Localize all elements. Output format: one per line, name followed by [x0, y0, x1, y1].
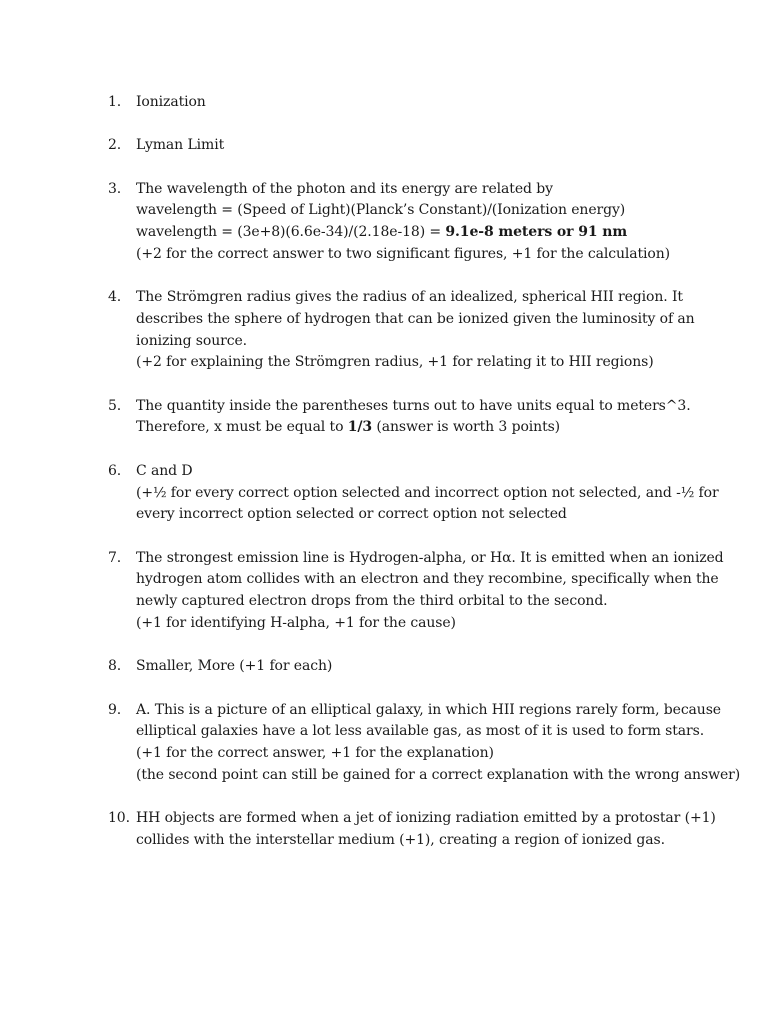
answer-item [0, 179, 768, 266]
answer-line [136, 417, 708, 439]
answer-text: wavelength = (3e+8)(6.6e-34)/(2.18e-18) = [136, 224, 446, 241]
answer-line: wavelength = (Speed of Light)(Planck’s Constant)/(Ionization energy) [136, 202, 626, 219]
answer-number: 1. [108, 94, 122, 110]
answer-line: Ionization [136, 94, 206, 110]
answer-number: 9. [108, 701, 122, 718]
answer-line: collides with the interstellar medium (+1), creating a region of ionized gas. [136, 831, 665, 848]
answer-line: The quantity inside the parentheses turns out to have units equal to meters^3. [136, 397, 691, 414]
answer-line: The strongest emission line is Hydrogen-alpha, or Hα. It is emitted when an ionized [136, 549, 724, 566]
answer-line: The wavelength of the photon and its energy are related by [136, 180, 553, 197]
answer-line: elliptical galaxies have a lot less available gas, as most of it is used to form stars. [136, 723, 705, 740]
answer-number: 8. [108, 658, 122, 675]
answer-line: describes the sphere of hydrogen that can be ionized given the luminosity of an [136, 310, 695, 327]
answer-highlight: 1/3 [347, 419, 373, 436]
answer-number: 6. [108, 462, 122, 479]
answer-item [0, 656, 768, 678]
answer-number: 5. [108, 397, 122, 414]
answer-line: A. This is a picture of an elliptical galaxy, in which HII regions rarely form, because [136, 701, 721, 718]
answer-number: 7. [108, 549, 122, 566]
answer-line: ionizing source. [136, 332, 247, 349]
answer-item [0, 808, 768, 851]
answer-item [0, 548, 768, 635]
answer-line: HH objects are formed when a jet of ionizing radiation emitted by a protostar (+1) [136, 810, 716, 827]
answer-line: (+2 for explaining the Strömgren radius, +1 for relating it to HII regions) [136, 354, 654, 371]
answer-list [0, 92, 768, 873]
answer-highlight: 9.1e-8 meters or 91 nm [445, 224, 628, 241]
answer-number: 10. [108, 810, 130, 827]
answer-number: 2. [108, 137, 122, 154]
answer-line: Smaller, More (+1 for each) [136, 658, 333, 675]
answer-text: (answer is worth 3 points) [372, 419, 561, 436]
answer-line: The Strömgren radius gives the radius of an idealized, spherical HII region. It [136, 289, 683, 306]
answer-item [0, 700, 768, 787]
answer-item [0, 461, 768, 526]
answer-number: 4. [108, 289, 122, 306]
answer-line: (+1 for the correct answer, +1 for the explanation) [136, 744, 494, 761]
answer-line: newly captured electron drops from the third orbital to the second. [136, 593, 608, 610]
answer-item [0, 287, 768, 374]
answer-line: C and D [136, 462, 193, 479]
answer-item [0, 135, 768, 157]
answer-line: (the second point can still be gained for a correct explanation with the wrong answer) [136, 766, 741, 783]
answer-line [136, 222, 708, 244]
answer-line: (+½ for every correct option selected and incorrect option not selected, and -½ for [136, 484, 719, 501]
answer-line: (+1 for identifying H-alpha, +1 for the cause) [136, 614, 456, 631]
answer-line: every incorrect option selected or correct option not selected [136, 506, 567, 523]
answer-line: hydrogen atom collides with an electron and they recombine, specifically when the [136, 571, 719, 588]
answer-line: Lyman Limit [136, 137, 225, 154]
answer-number: 3. [108, 180, 122, 197]
answer-item [0, 92, 768, 114]
answer-item [0, 396, 768, 439]
answer-text: Therefore, x must be equal to [136, 419, 348, 436]
answer-line: (+2 for the correct answer to two significant figures, +1 for the calculation) [136, 245, 671, 262]
